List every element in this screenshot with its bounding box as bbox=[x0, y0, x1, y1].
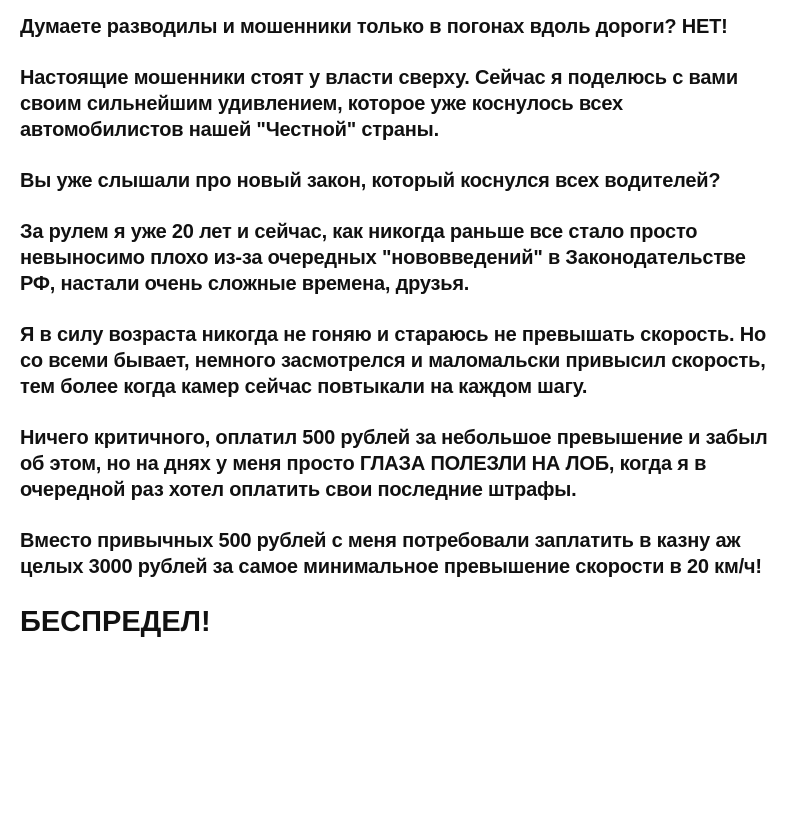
paragraph-new-fine-amount: Вместо привычных 500 рублей с меня потребовали заплатить в казну аж целых 3000 рублей за самое минимальное превышение скорости в 20 км/ч! bbox=[20, 530, 762, 578]
paragraph-new-law-question: Вы уже слышали про новый закон, который коснулся всех водителей? bbox=[20, 170, 721, 192]
paragraph-speeding: Я в силу возраста никогда не гоняю и стараюсь не превышать скорость. Но со всеми бывает, немного засмотрелся и маломальски привысил скорость, тем более когда камер сейчас повтыкали на каждом шагу. bbox=[20, 324, 766, 398]
paragraph-fraudsters-in-power: Настоящие мошенники стоят у власти сверху. Сейчас я поделюсь с вами своим сильнейшим удивлением, которое уже коснулось всех автомобилистов нашей "Честной" страны. bbox=[20, 67, 738, 141]
fine-text-part2: , когда я в очередной раз хотел оплатить свои последние штрафы. bbox=[20, 453, 707, 501]
paragraph-driving-experience: За рулем я уже 20 лет и сейчас, как никогда раньше все стало просто невыносимо плохо из-за очередных "нововведений" в Законодательстве РФ, настали очень сложные времена, друзья. bbox=[20, 221, 746, 295]
paragraph-fine-surprise bbox=[20, 425, 768, 503]
fine-text-part1: Ничего критичного, оплатил 500 рублей за небольшое превышение и забыл об этом, но на днях у меня просто bbox=[20, 427, 768, 475]
closing-heading: БЕСПРЕДЕЛ! bbox=[20, 606, 211, 638]
paragraph-intro: Думаете разводилы и мошенники только в погонах вдоль дороги? НЕТ! bbox=[20, 16, 728, 38]
fine-text-emphasis: ГЛАЗА ПОЛЕЗЛИ НА ЛОБ bbox=[359, 453, 609, 475]
